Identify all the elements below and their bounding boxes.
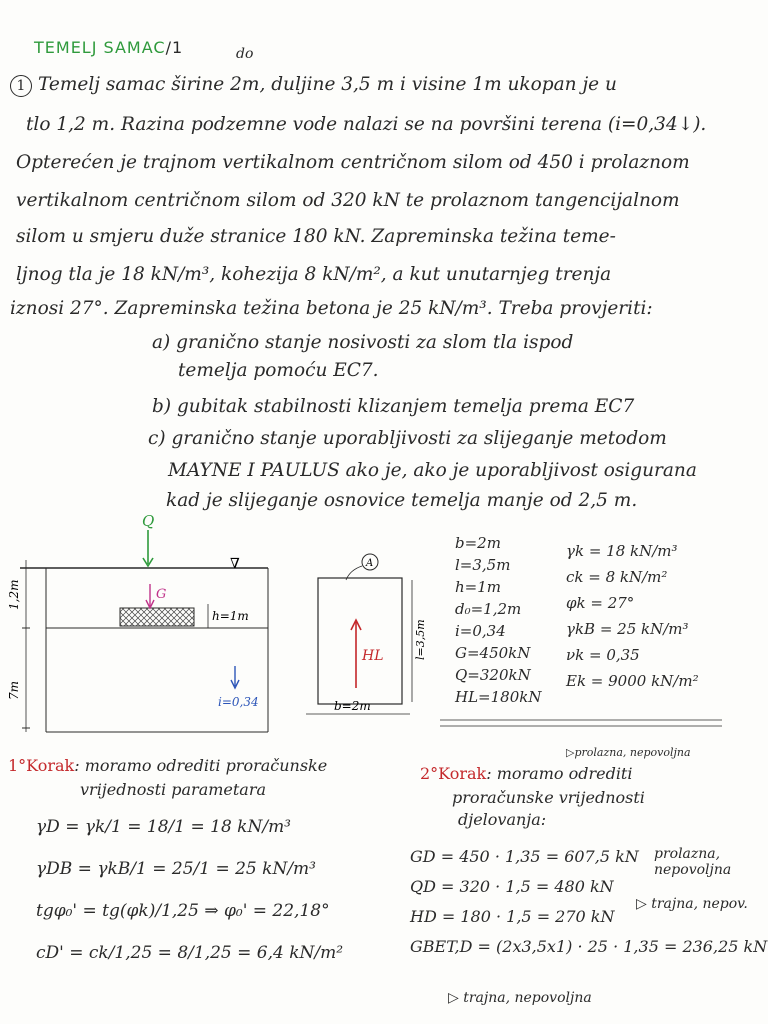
step1-subheading: vrijednosti parametara bbox=[80, 780, 267, 799]
step2-subheading-1: proračunske vrijednosti bbox=[452, 788, 645, 807]
step2-equations: GD = 450 · 1,35 = 607,5 kN QD = 320 · 1,5 = 480 kN HD = 180 · 1,5 = 270 kN GBET,D = (2x3,5x1) · 25 · 1,35 = 236,25 kN bbox=[410, 847, 768, 956]
step2-note-top: ▷prolazna, nepovoljna bbox=[566, 746, 691, 759]
step2-heading: 2°Korak: moramo odrediti bbox=[420, 764, 633, 783]
depth-bottom-label: 7m bbox=[7, 680, 21, 700]
problem-line-6: ljnog tla je 18 kN/m³, kohezija 8 kN/m², a kut unutarnjeg trenja bbox=[16, 264, 612, 285]
problem-line-3: Opterećen je trajnom vertikalnom centričnom silom od 450 i prolaznom bbox=[16, 152, 690, 173]
problem-line-1: 1 Temelj samac širine 2m, duljine 3,5 m i visine 1m ukopan je u bbox=[10, 74, 617, 97]
problem-number: 1 bbox=[10, 75, 32, 97]
problem-line-4: vertikalnom centričnom silom od 320 kN te prolaznom tangencijalnom bbox=[16, 190, 680, 211]
cross-section-diagram bbox=[0, 510, 300, 740]
page-title: TEMELJ SAMAC/1 bbox=[34, 38, 184, 57]
step2-note-g1: prolazna, bbox=[654, 846, 721, 862]
task-c-1: c) granično stanje uporabljivosti za slijeganje metodom bbox=[148, 428, 667, 449]
l-label: l=3,5m bbox=[414, 619, 427, 660]
given-values-left: b=2m l=3,5m h=1m d₀=1,2m i=0,34 G=450kN Q=320kN HL=180kN bbox=[455, 534, 542, 706]
water-symbol: ∇ bbox=[230, 556, 240, 572]
foundation-block bbox=[120, 608, 194, 626]
foundation-plan bbox=[318, 578, 402, 704]
task-b: b) gubitak stabilnosti klizanjem temelja prema EC7 bbox=[152, 396, 635, 417]
b-label: b=2m bbox=[334, 699, 371, 713]
task-c-2: MAYNE I PAULUS ako je, ako je uporabljivost osigurana bbox=[168, 460, 697, 481]
step2-note-h: ▷ trajna, nepov. bbox=[636, 896, 748, 912]
problem-line-7: iznosi 27°. Zapreminska težina betona je 25 kN/m³. Treba provjeriti: bbox=[10, 298, 653, 319]
separator-lines bbox=[440, 716, 725, 732]
G-label: G bbox=[156, 587, 167, 602]
step2-subheading-2: djelovanja: bbox=[458, 810, 547, 829]
step1-equations: γD = γk/1 = 18/1 = 18 kN/m³ γDB = γkB/1 = 25/1 = 25 kN/m³ tgφ₀' = tg(φk)/1,25 ⇒ φ₀' = 22,18° cD' = ck/1,25 = 8/1,25 = 6,4 kN/m² bbox=[36, 817, 344, 963]
i-label: i=0,34 bbox=[218, 695, 259, 709]
HL-label: HL bbox=[362, 648, 384, 664]
task-a-1: a) granično stanje nosivosti za slom tla ispod bbox=[152, 332, 574, 353]
header-note: do bbox=[236, 46, 254, 62]
problem-line-5: silom u smjeru duže stranice 180 kN. Zapreminska težina teme- bbox=[16, 226, 616, 247]
Q-label: Q bbox=[142, 512, 155, 530]
step1-heading: 1°Korak: moramo odrediti proračunske bbox=[8, 756, 328, 775]
depth-top-label: 1,2m bbox=[7, 579, 21, 610]
A-label: A bbox=[366, 558, 374, 569]
plan-diagram bbox=[296, 548, 436, 723]
h-label: h=1m bbox=[212, 609, 249, 623]
task-a-2: temelja pomoću EC7. bbox=[178, 360, 379, 381]
problem-line-2: tlo 1,2 m. Razina podzemne vode nalazi se na površini terena (i=0,34↓). bbox=[26, 114, 707, 135]
step2-note-g2: nepovoljna bbox=[654, 862, 732, 878]
given-values-right: γk = 18 kN/m³ ck = 8 kN/m² φk = 27° γkB = 25 kN/m³ νk = 0,35 Ek = 9000 kN/m² bbox=[566, 542, 699, 690]
step2-note-bottom: ▷ trajna, nepovoljna bbox=[448, 990, 592, 1006]
task-c-3: kad je slijeganje osnovice temelja manje od 2,5 m. bbox=[166, 490, 638, 511]
